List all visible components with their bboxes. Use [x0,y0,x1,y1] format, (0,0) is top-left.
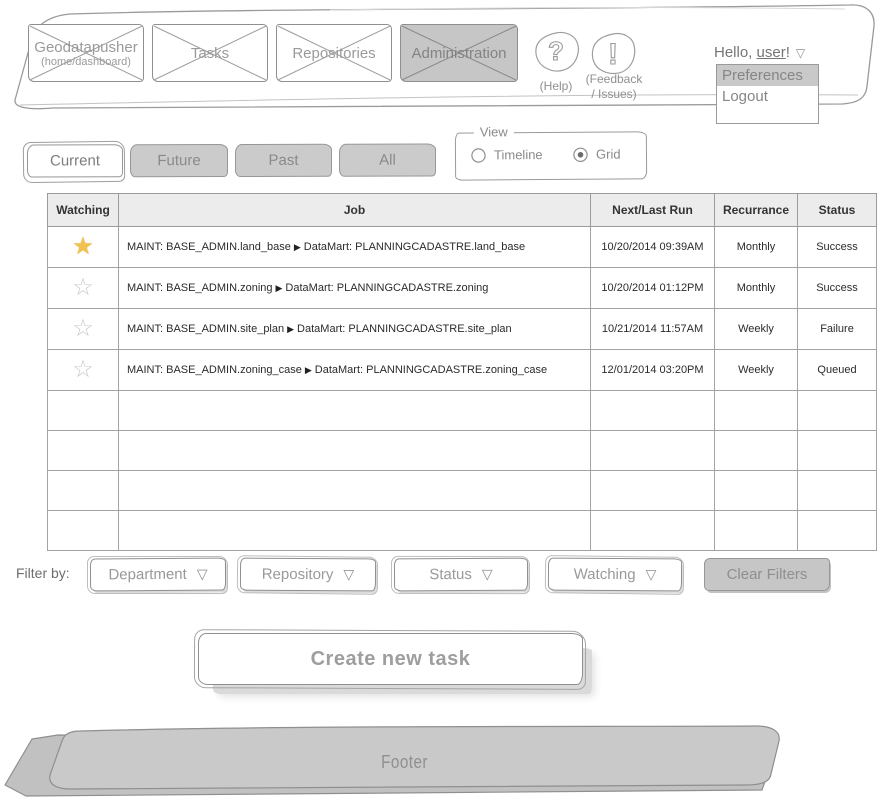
job-target: DataMart: PLANNINGCADASTRE.site_plan [297,323,512,335]
menu-item-logout[interactable]: Logout [722,88,768,105]
help-icon[interactable] [532,30,580,74]
greeting-username: user [756,44,786,61]
chevron-down-icon: ▽ [196,565,208,582]
job-arrow-icon: ▶ [304,365,312,375]
footer-band [0,721,820,800]
table-row-empty [48,471,877,511]
job-source: MAINT: BASE_ADMIN.site_plan [127,323,285,335]
next-run-cell: 12/01/2014 03:20PM [591,350,715,391]
chevron-down-icon: ▽ [481,565,493,582]
nav-home[interactable] [28,24,144,82]
table-row [48,268,877,309]
recurrence-cell: Weekly [715,350,798,391]
nav-tasks[interactable] [152,24,268,82]
feedback-label-line2: / Issues) [591,87,637,101]
job-target: DataMart: PLANNINGCADASTRE.land_base [303,241,526,253]
chevron-down-icon: ▽ [795,46,806,60]
col-header-next-last-run: Next/Last Run [591,194,715,227]
status-cell: Queued [798,350,877,391]
recurrence-cell: Weekly [715,309,798,350]
job-target: DataMart: PLANNINGCADASTRE.zoning [285,282,489,294]
view-legend: View [474,124,514,139]
radio-unselected-icon [470,146,487,163]
chevron-down-icon: ▽ [343,566,355,583]
feedback-label-line1: (Feedback [585,72,643,86]
recurrence-cell: Monthly [715,227,798,268]
filter-status-dropdown[interactable] [394,558,528,592]
greeting-prefix: Hello, [714,44,757,61]
job-arrow-icon: ▶ [293,242,301,252]
col-header-watching: Watching [48,194,119,227]
jobs-table [47,193,877,551]
chevron-down-icon: ▽ [645,566,657,583]
filter-watching-label: Watching [573,565,636,584]
job-source: MAINT: BASE_ADMIN.zoning_case [127,364,302,376]
filter-by-label: Filter by: [16,565,70,581]
status-cell: Success [798,268,877,309]
radio-grid[interactable] [572,146,621,163]
table-row-empty [48,431,877,471]
next-run-cell: 10/20/2014 09:39AM [591,227,715,268]
question-glyph: ? [548,36,564,66]
filter-repository-label: Repository [261,565,334,584]
col-header-job: Job [119,194,591,227]
clear-filters-button[interactable]: Clear Filters [704,558,830,591]
job-arrow-icon: ▶ [287,324,295,334]
filter-repository-dropdown[interactable] [240,558,376,592]
nav-home-label: Geodatapusher [34,38,138,56]
footer-label: Footer [381,752,429,772]
radio-selected-icon [572,146,589,163]
watch-star-icon[interactable]: ★ [72,233,94,260]
feedback-icon[interactable] [588,32,638,76]
table-header-row [48,194,877,227]
view-panel [455,124,647,180]
col-header-status: Status [798,194,877,227]
filter-department-label: Department [108,565,187,584]
nav-home-sublabel: (home/dashboard) [41,55,131,68]
job-source: MAINT: BASE_ADMIN.land_base [127,241,291,253]
filter-watching-dropdown[interactable] [548,558,682,592]
table-row-empty [48,391,877,431]
exclamation-glyph: ! [608,38,618,71]
tab-all[interactable]: All [339,143,436,176]
nav-repositories[interactable] [276,24,392,82]
job-arrow-icon: ▶ [275,283,283,293]
create-new-task-button[interactable]: Create new task [198,633,583,685]
status-cell: Success [798,227,877,268]
next-run-cell: 10/21/2014 11:57AM [591,309,715,350]
task-tabs [27,143,436,177]
watch-star-icon[interactable]: ☆ [72,274,94,301]
job-source: MAINT: BASE_ADMIN.zoning [127,282,273,294]
tab-current[interactable]: Current [27,144,123,177]
recurrence-cell: Monthly [715,268,798,309]
tab-past[interactable]: Past [235,144,332,177]
help-label: (Help) [539,79,573,93]
watch-star-icon[interactable]: ☆ [72,315,94,342]
status-cell: Failure [798,309,877,350]
next-run-cell: 10/20/2014 01:12PM [591,268,715,309]
user-menu [716,64,819,124]
tab-future[interactable]: Future [130,144,228,177]
radio-timeline-label: Timeline [493,147,543,163]
table-row-empty [48,511,877,551]
greeting-suffix: ! [785,44,790,61]
nav-repositories-label: Repositories [292,44,376,62]
filter-status-label: Status [429,565,472,584]
table-row [48,227,877,268]
table-row [48,350,877,391]
user-greeting[interactable] [714,44,805,61]
radio-timeline[interactable] [470,146,543,164]
feedback-label [572,72,656,102]
menu-item-preferences[interactable]: Preferences [717,65,818,86]
nav-administration-label: Administration [411,44,507,62]
watch-star-icon[interactable]: ☆ [72,356,94,383]
job-target: DataMart: PLANNINGCADASTRE.zoning_case [314,364,548,376]
filter-department-dropdown[interactable] [90,558,226,592]
nav-administration[interactable] [400,24,518,82]
table-row [48,309,877,350]
nav-tasks-label: Tasks [190,44,230,62]
col-header-recurrance: Recurrance [715,194,798,227]
radio-grid-label: Grid [595,146,621,162]
